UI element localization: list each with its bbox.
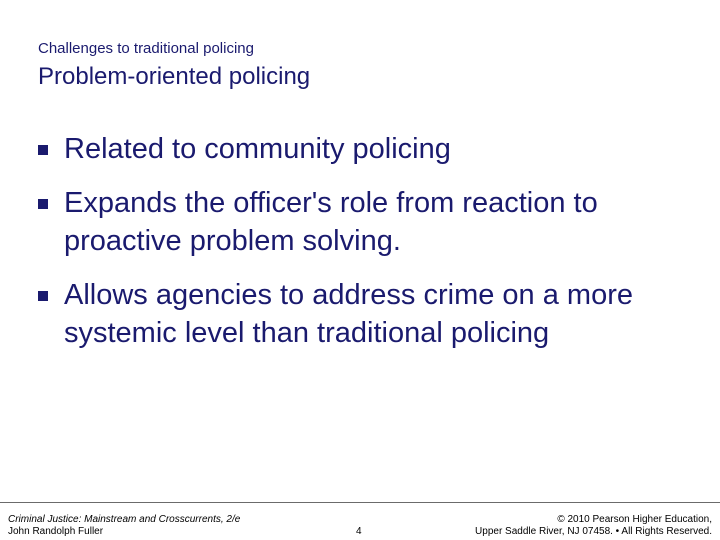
slide-title: Problem-oriented policing xyxy=(38,63,311,90)
bullet-item xyxy=(38,130,678,168)
square-bullet-icon xyxy=(38,291,48,301)
footer-copyright xyxy=(475,514,712,538)
footer-citation xyxy=(8,514,240,538)
copyright-line-1: © 2010 Pearson Higher Education, xyxy=(557,514,712,525)
footer-book-title: Criminal Justice: Mainstream and Crosscurrents, 2/e xyxy=(8,514,241,525)
footer-divider xyxy=(0,502,720,503)
bullet-item xyxy=(38,276,678,352)
copyright-line-2: Upper Saddle River, NJ 07458. • All Rights Reserved. xyxy=(475,526,712,537)
bullet-text: Expands the officer's role from reaction to proactive problem solving. xyxy=(64,187,598,257)
bullet-text: Allows agencies to address crime on a more systemic level than traditional policing xyxy=(64,279,633,349)
square-bullet-icon xyxy=(38,199,48,209)
footer-author: John Randolph Fuller xyxy=(8,526,104,537)
page-number: 4 xyxy=(356,526,362,537)
bullet-list xyxy=(38,130,678,368)
bullet-item xyxy=(38,184,678,260)
square-bullet-icon xyxy=(38,145,48,155)
slide-subtitle: Challenges to traditional policing xyxy=(38,40,254,57)
bullet-text: Related to community policing xyxy=(64,133,451,165)
